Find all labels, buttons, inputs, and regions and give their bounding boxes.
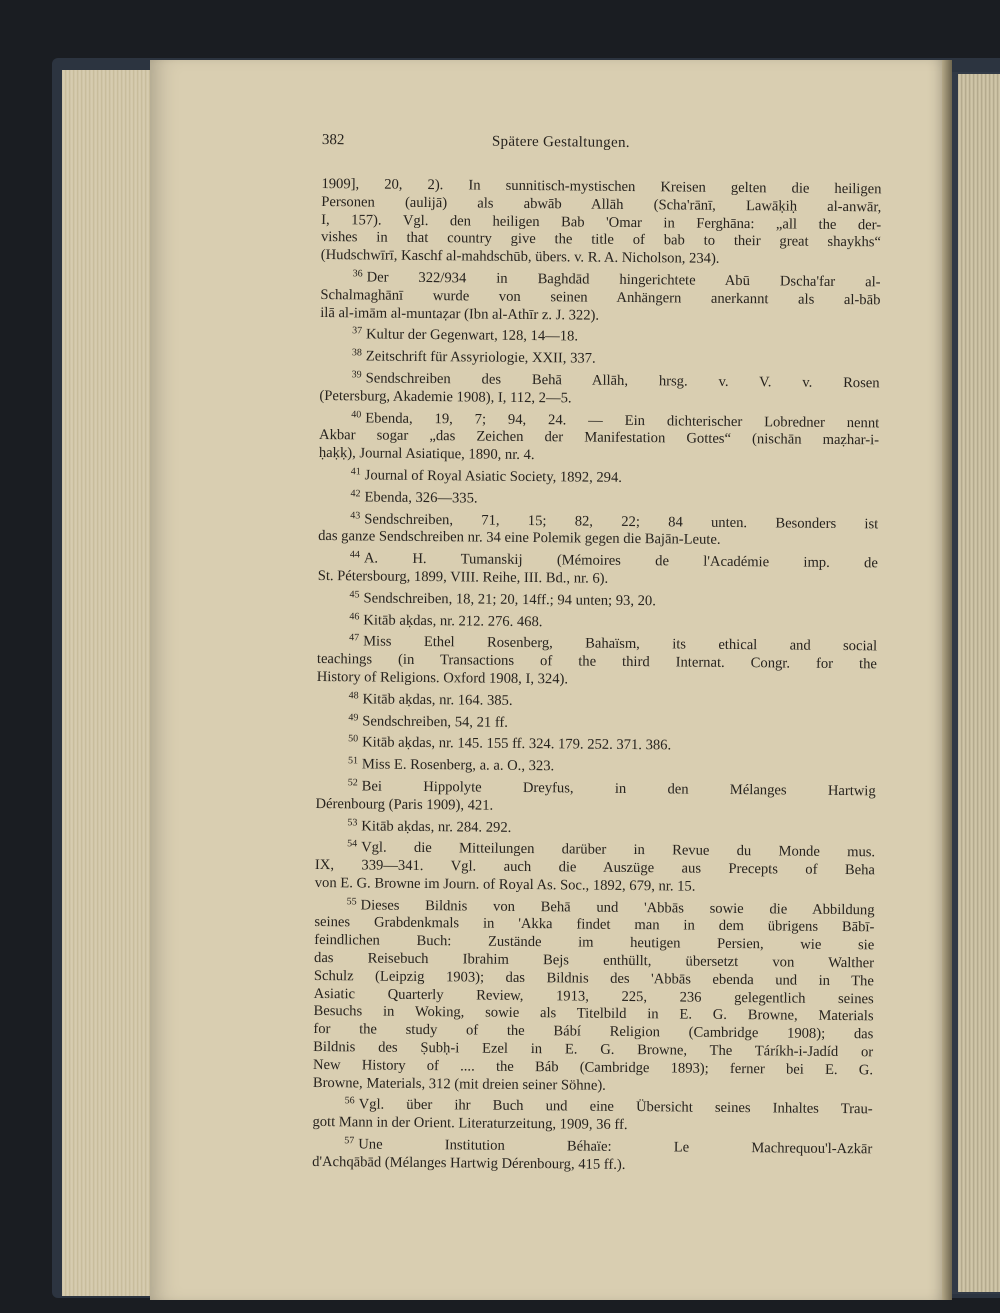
line-text: d'Achqābād (Mélanges Hartwig Dérenbourg, 415 ff.). xyxy=(312,1153,626,1173)
line-text: 1909], 20, 2). In sunnitisch-mystischen Kreisen gelten die heiligen xyxy=(321,175,882,198)
line-text: Sendschreiben, 18, 21; 20, 14ff.; 94 unten; 93, 20. xyxy=(363,590,656,609)
line-text: ḥaḳḳ), Journal Asiatique, 1890, nr. 4. xyxy=(318,445,535,464)
line-text: Personen (aulijā) als abwāb Allāh (Scha'rānī, Lawāḳiḥ al-anwār, xyxy=(321,193,882,216)
line-text: Sendschreiben, 54, 21 ff. xyxy=(362,712,509,731)
footnote-number: 37 xyxy=(352,325,363,337)
line-text: St. Pétersbourg, 1899, VIII. Reihe, III. Bd., nr. 6). xyxy=(317,567,609,587)
line-text: IX, 339—341. Vgl. auch die Auszüge aus Precepts of Beha xyxy=(314,857,876,879)
line-text: Besuchs in Woking, sowie als Titelbild in E. G. Browne, Materials xyxy=(313,1003,874,1025)
page-stack-left xyxy=(62,70,152,1296)
footnote-number: 49 xyxy=(348,711,359,723)
footnote-number: 36 xyxy=(352,268,363,280)
line-text: Vgl. über ihr Buch und eine Übersicht seines Inhaltes Trau- xyxy=(358,1096,873,1118)
line-text: Sendschreiben des Behā Allāh, hrsg. v. V. v. Rosen xyxy=(365,370,880,392)
line-text: das ganze Sendschreiben nr. 34 eine Polemik gegen die Bajān-Leute. xyxy=(318,528,721,549)
line-text: Kitāb aḳdas, nr. 284. 292. xyxy=(361,817,512,836)
line-text: gott Mann in der Orient. Literaturzeitung, 1909, 36 ff. xyxy=(312,1114,628,1134)
page-gutter-shadow xyxy=(942,60,952,1300)
facing-page-stack xyxy=(958,74,1000,1292)
line-text: (Petersburg, Akademie 1908), I, 112, 2—5. xyxy=(319,387,572,407)
footnote-number: 44 xyxy=(349,549,360,561)
line-text: Zeitschrift für Assyriologie, XXII, 337. xyxy=(365,348,596,367)
footnote-number: 53 xyxy=(347,816,358,828)
line-text: History of Religions. Oxford 1908, I, 324). xyxy=(316,668,569,688)
footnote-number: 42 xyxy=(350,488,361,500)
footnote-number: 56 xyxy=(344,1095,355,1107)
line-text: ilā al-imām al-muntaẓar (Ibn al-Athīr z. J. 322). xyxy=(320,304,600,324)
line-text: I, 157). Vgl. den heiligen Bab 'Omar in Ferghāna: „all the der- xyxy=(321,211,882,233)
footnote-number: 41 xyxy=(350,466,361,478)
footnotes xyxy=(312,176,882,1177)
footnote-number: 57 xyxy=(344,1135,355,1147)
footnote-number: 54 xyxy=(347,838,358,850)
line-text: A. H. Tumanskij (Mémoires de l'Académie imp. de xyxy=(363,550,878,572)
line-text: Akbar sogar „das Zeichen der Manifestation Gottes“ (nischān maẓhar-i- xyxy=(319,427,880,449)
line-text: Browne, Materials, 312 (mit dreien seiner Söhne). xyxy=(312,1074,606,1094)
line-text: Ebenda, 19, 7; 94, 24. — Ein dichterischer Lobredner nennt xyxy=(365,409,880,431)
line-text: Bei Hippolyte Dreyfus, in den Mélanges Hartwig xyxy=(361,778,876,800)
footnote-number: 43 xyxy=(350,509,361,521)
line-text: Dieses Bildnis von Behā und 'Abbās sowie die Abbildung xyxy=(360,897,875,919)
line-text: das Reisebuch Ibrahim Bejs enthüllt, übersetzt von Walther xyxy=(313,950,875,972)
line-text: Sendschreiben, 71, 15; 82, 22; 84 unten. Besonders ist xyxy=(364,510,879,532)
line-text: feindlichen Buch: Zustände im heutigen Persien, wie sie xyxy=(314,932,875,954)
line-text: Kitāb aḳdas, nr. 145. 155 ff. 324. 179. 252. 371. 386. xyxy=(362,734,672,754)
footnote-number: 38 xyxy=(351,347,362,359)
line-text: Kultur der Gegenwart, 128, 14—18. xyxy=(365,326,579,345)
line-text: Vgl. die Mitteilungen darüber in Revue du Monde mus. xyxy=(361,839,876,861)
line-text: Asiatic Quarterly Review, 1913, 225, 236 gelegentlich seines xyxy=(313,985,874,1008)
line-text: Kitāb aḳdas, nr. 212. 276. 468. xyxy=(363,611,543,630)
line-text: (Hudschwīrī, Kaschf al-mahdschūb, übers. v. R. A. Nicholson, 234). xyxy=(320,247,720,268)
footnote-number: 40 xyxy=(351,408,362,420)
footnote-number: 48 xyxy=(348,690,359,702)
running-head: Spätere Gestaltungen. xyxy=(491,133,630,151)
footnote-number: 50 xyxy=(348,733,359,745)
footnote-number: 55 xyxy=(346,895,357,908)
line-text: vishes in that country give the title of bab to their great shaykhs“ xyxy=(320,229,882,251)
line-text: Miss Ethel Rosenberg, Bahaïsm, its ethical and social xyxy=(363,633,878,655)
line-text: Schalmaghānī wurde von seinen Anhängern anerkannt als al-bāb xyxy=(320,286,881,309)
footnote-number: 51 xyxy=(347,755,359,767)
line-text: teachings (in Transactions of the third Internat. Congr. for the xyxy=(316,651,877,673)
footnote-number: 52 xyxy=(347,777,358,789)
footnote-number: 47 xyxy=(349,632,360,644)
line-text: Une Institution Béhaïe: Le Machrequou'l-Azkār xyxy=(358,1136,873,1158)
text-block xyxy=(312,132,882,1177)
line-text: Schulz (Leipzig 1903); das Bildnis des 'Abbās ebenda und in The xyxy=(313,967,874,990)
line-text: von E. G. Browne im Journ. of Royal As. Soc., 1892, 679, nr. 15. xyxy=(314,874,696,895)
line-text: Kitāb aḳdas, nr. 164. 385. xyxy=(362,691,513,709)
page-header xyxy=(322,132,882,165)
line-text: for the study of the Bábí Religion (Cambridge 1908); das xyxy=(313,1021,874,1043)
line-text: New History of .... the Báb (Cambridge 1893); ferner bei E. G. xyxy=(312,1056,874,1079)
line-text: Miss E. Rosenberg, a. a. O., 323. xyxy=(361,756,555,775)
page-number: 382 xyxy=(321,132,345,149)
line-text: seines Grabdenkmals in 'Akka findet man in dem übrigens Bābī- xyxy=(314,914,875,936)
footnote-number: 45 xyxy=(349,589,360,601)
line-text: Dérenbourg (Paris 1909), 421. xyxy=(315,795,494,814)
footnote-number: 46 xyxy=(349,610,360,622)
line-text: Ebenda, 326—335. xyxy=(364,489,478,507)
line-text: Der 322/934 in Baghdād hingerichtete Abū Dscha'far al- xyxy=(366,269,881,291)
footnote-number: 39 xyxy=(351,369,362,381)
line-text: Journal of Royal Asiatic Society, 1892, 294. xyxy=(364,467,623,486)
line-text: Bildnis des Ṣubḥ-i Ezel in E. G. Browne, The Táríkh-i-Jadíd or xyxy=(313,1039,874,1061)
